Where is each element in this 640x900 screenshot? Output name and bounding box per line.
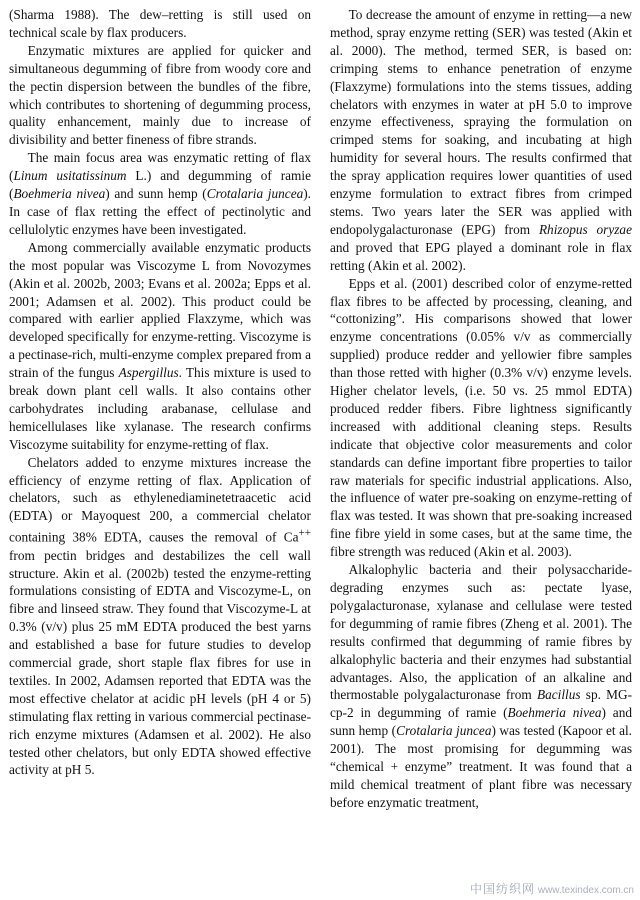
left-column-paragraph-1: (Sharma 1988). The dew–retting is still used on technical scale by flax producers. bbox=[9, 7, 311, 40]
left-column-paragraph-2: Enzymatic mixtures are applied for quicker and simultaneous degumming of fibre from woody core and the pectin dispersion between the bundles of the fibre, which contributes to shortening of degumming process, quality enhancement, mainly due to increase of divisibility and better fineness of fibre strands. bbox=[9, 42, 311, 148]
right-column-paragraph-1: To decrease the amount of enzyme in retting—a new method, spray enzyme retting (SER) was tested (Akin et al. 2000). The method, termed SER, is based on: crimping stems to enhance penetration of enzyme (Flaxzyme) formulations into the stems tissues, adding chelators with enzymes in water at pH 5.0 to improve enzyme effectiveness, spraying the formulation on crimped stems for soaking, and incubating at high humidity for several hours. The results confirmed that the spray application requires lower quantities of used enzyme formulation to extract fibres from crimped stems. Two years later the SER was applied with endopolygalacturonase (EPG) from Rhizopus oryzae and proved that EPG played a dominant role in flax retting (Akin et al. 2002). bbox=[330, 7, 632, 273]
right-column-paragraph-2: Epps et al. (2001) described color of enzyme-retted flax fibres to be affected by processing, cleaning, and “cottonizing”. His comparisons showed that lower enzyme concentrations (0.05% v/v as commercially supplied) produce redder and yellowier fibre samples than those retted with higher (0.3% v/v) enzyme levels. Higher chelator levels, (i.e. 50 vs. 25 mmol EDTA) produced redder fibers. Fibre lightness significantly increased with additional cleaning steps. Results indicate that objective color measurements and color standards can define important fibre properties to tailor raw materials for specific industrial applications. Also, the influence of water pre-soaking on enzyme-retting of flax was tested. It was shown that pre-soaking increased fine fibre yield in some cases, but at the same time, the fibre strength was reduced (Akin et al. 2003). bbox=[330, 275, 632, 560]
site-watermark bbox=[470, 880, 634, 897]
right-column-paragraph-3: Alkalophylic bacteria and their polysaccharide-degrading enzymes such as: pectate lyase, polygalacturonase, xylanase and cellulase were tested for degumming of ramie fibres (Zheng et al. 2001). The results confirmed that degumming of ramie fibres by alkalophylic bacteria and their enzymes had substantial advantages. Also, the application of an alkaline and thermostable polygalacturonase from Bacillus sp. MG-cp-2 in degumming of ramie (Boehmeria nivea) and sunn hemp (Crotalaria juncea) was tested (Kapoor et al. 2001). The most promising for degumming was “chemical + enzyme” treatment. It was found that a mild chemical treatment of plant fibre was necessary before enzymatic treatment, bbox=[330, 562, 632, 810]
left-text-column bbox=[9, 6, 311, 900]
watermark-chinese-text: 中国纺织网 bbox=[470, 882, 536, 896]
left-column-paragraph-4: Among commercially available enzymatic products the most popular was Viscozyme L from Novozymes (Akin et al. 2002b, 2003; Evans et al. 2002a; Epps et al. 2001; Adamsen et al. 2002). This product could be compared with earlier applied Flaxzyme, which was developed specifically for enzyme-retting. Viscozyme is a pectinase-rich, multi-enzyme complex prepared from a strain of the fungus Aspergillus. This mixture is used to break down plant cell walls. It also contains other carbohydrates including arabanase, cellulase and hemicellulases like xylanase. The research confirms Viscozyme suitability for enzyme-retting of flax. bbox=[9, 239, 311, 452]
watermark-url-text: www.texindex.com.cn bbox=[537, 885, 634, 896]
left-column-paragraph-5: Chelators added to enzyme mixtures increase the efficiency of enzyme retting of flax. Application of chelators, such as ethylenediaminetetraacetic acid (EDTA) or Mayoquest 200, a commercial chelator containing 38% EDTA, causes the removal of Ca++ from pectin bridges and destabilizes the cell wall structure. Akin et al. (2002b) tested the enzyme-retting formulations consisting of EDTA and Viscozyme-L, on fibre and linseed straw. They found that Viscozyme-L at 0.3% (v/v) plus 25 mM EDTA produced the best yarns and established a base for future studies to develop commercial grade, short staple flax fibres for use in textiles. In 2002, Adamsen reported that EDTA was the most effective chelator at acidic pH levels (pH 4 or 5) stimulating flax retting in various commercial pectinase-rich enzyme mixtures (Adamsen et al. 2002). He also tested other chelators, but only EDTA showed effective activity at pH 5. bbox=[9, 454, 311, 778]
right-text-column bbox=[330, 6, 632, 900]
left-column-paragraph-3: The main focus area was enzymatic retting of flax (Linum usitatissinum L.) and degumming of ramie (Boehmeria nivea) and sunn hemp (Crotalaria juncea). In case of flax retting the effect of pectinolytic and cellulolytic enzymes have been investigated. bbox=[9, 150, 311, 237]
